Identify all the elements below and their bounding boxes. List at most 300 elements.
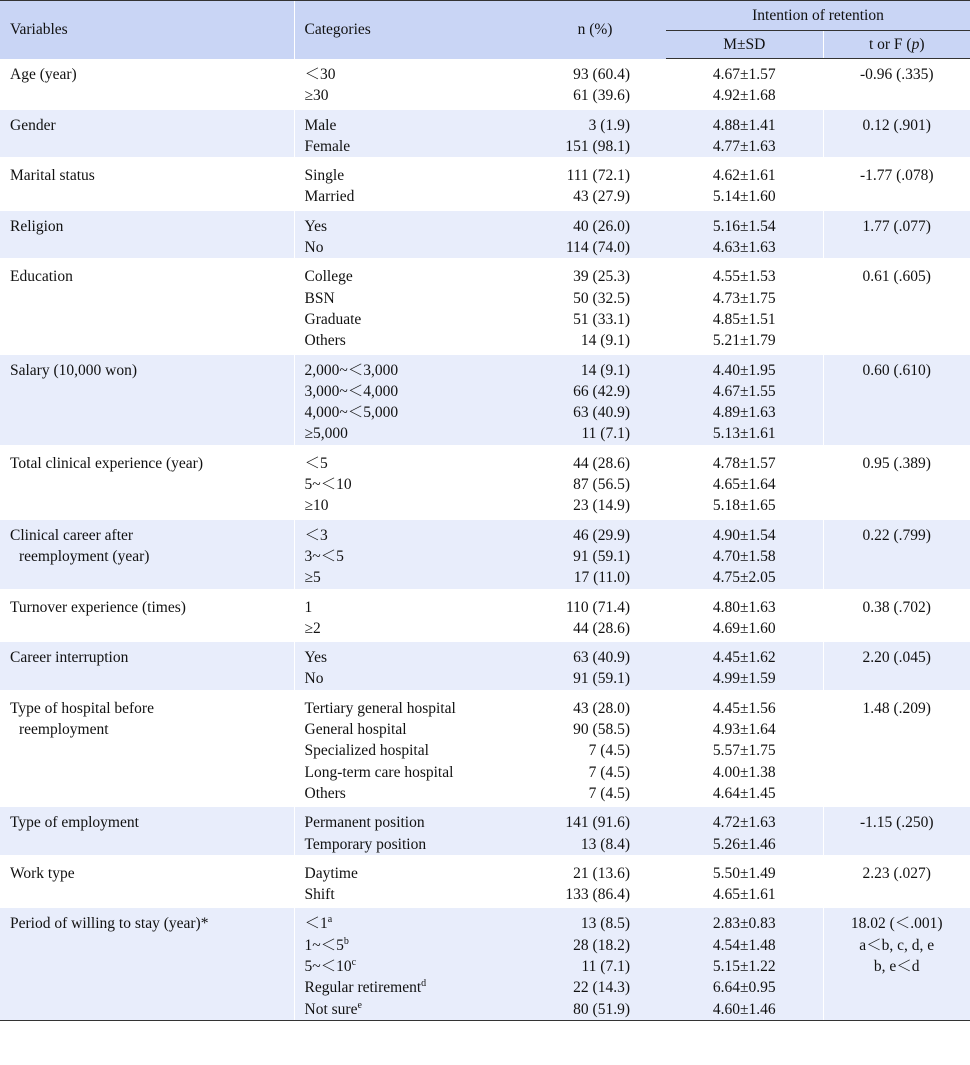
category-label-text: General hospital	[304, 721, 407, 739]
variable-label-text: Gender	[10, 116, 56, 134]
msd-value-text: 5.18±1.65	[712, 497, 776, 515]
msd-value-text: 5.21±1.79	[712, 332, 776, 350]
n-percent-value-text: 63 (40.9)	[573, 404, 630, 422]
n-percent-value	[534, 834, 630, 855]
stat-value-text: 2.20 (.045)	[862, 649, 931, 667]
msd-value-text: 4.90±1.54	[712, 526, 776, 544]
stat-cell	[823, 353, 970, 446]
category-label	[305, 812, 515, 833]
table-row	[0, 260, 970, 353]
category-label	[305, 288, 515, 309]
n-percent-cell	[524, 59, 666, 109]
n-percent-value	[534, 812, 630, 833]
variable-label-text: Religion	[10, 217, 64, 235]
msd-value-text: 4.80±1.63	[712, 598, 776, 616]
table-row	[0, 353, 970, 446]
n-percent-value	[534, 237, 630, 258]
categories-cell	[294, 806, 524, 857]
n-percent-value	[534, 884, 630, 905]
category-label-text: No	[304, 670, 324, 688]
stat-value	[834, 266, 961, 287]
msd-value-text: 4.92±1.68	[712, 87, 776, 105]
category-label	[305, 698, 515, 719]
n-percent-value	[534, 165, 630, 186]
n-percent-value-text: 51 (33.1)	[573, 310, 630, 328]
msd-value	[676, 64, 813, 85]
variable-label	[10, 453, 284, 474]
n-percent-value	[534, 618, 630, 639]
n-percent-value	[534, 956, 630, 977]
variable-label-text: Total clinical experience (year)	[10, 454, 203, 472]
msd-value	[676, 999, 813, 1020]
category-label	[305, 935, 515, 956]
n-percent-value-text: 43 (28.0)	[573, 699, 630, 717]
category-label	[305, 884, 515, 905]
msd-cell	[666, 260, 823, 353]
footnote-marker: e	[357, 999, 362, 1011]
n-percent-value	[534, 762, 630, 783]
category-label-text: Temporary position	[304, 835, 427, 853]
stat-value-text: b, e＜d	[873, 957, 920, 975]
category-label	[305, 402, 515, 423]
msd-value	[676, 863, 813, 884]
category-label-text: Permanent position	[304, 814, 425, 832]
stat-cell	[823, 590, 970, 641]
msd-value	[676, 546, 813, 567]
msd-value	[676, 956, 813, 977]
category-label	[305, 597, 515, 618]
category-label-text: Graduate	[304, 310, 362, 328]
n-percent-value-text: 46 (29.9)	[573, 526, 630, 544]
category-label-text: Not sure	[304, 1000, 358, 1018]
msd-value-text: 5.16±1.54	[712, 217, 776, 235]
category-label-text: 1~＜5	[304, 936, 344, 954]
variable-label	[10, 863, 284, 884]
msd-value-text: 4.67±1.57	[712, 66, 776, 83]
n-percent-value-text: 23 (14.9)	[573, 497, 630, 515]
n-percent-value-text: 7 (4.5)	[588, 742, 630, 760]
footnote-marker: c	[351, 956, 357, 968]
msd-cell	[666, 446, 823, 518]
table-row	[0, 518, 970, 590]
msd-value	[676, 237, 813, 258]
categories-cell	[294, 446, 524, 518]
msd-cell	[666, 691, 823, 805]
n-percent-value-text: 111 (72.1)	[566, 167, 630, 185]
category-label	[305, 165, 515, 186]
category-label-text: Daytime	[304, 864, 358, 882]
variable-cell	[0, 907, 294, 1020]
category-label	[305, 618, 515, 639]
category-label-text: Shift	[304, 886, 335, 904]
n-percent-value	[534, 474, 630, 495]
stat-value	[834, 647, 961, 668]
n-percent-value-text: 93 (60.4)	[573, 65, 630, 83]
n-percent-value-text: 90 (58.5)	[573, 721, 630, 739]
category-label-text: Single	[304, 167, 345, 185]
msd-value-text: 4.72±1.63	[712, 814, 776, 832]
n-percent-value-text: 11 (7.1)	[581, 957, 630, 975]
category-label-text: ＜5	[304, 454, 328, 472]
stat-cell	[823, 641, 970, 692]
msd-value-text: 4.67±1.55	[712, 382, 776, 400]
n-percent-value	[534, 525, 630, 546]
stat-value-text: -1.15 (.250)	[859, 814, 934, 832]
msd-value-text: 4.85±1.51	[712, 310, 776, 328]
category-label	[305, 309, 515, 330]
n-percent-value	[534, 330, 630, 351]
stat-cell	[823, 691, 970, 805]
category-label	[305, 266, 515, 287]
stat-cell	[823, 446, 970, 518]
msd-cell	[666, 159, 823, 210]
category-label-text: ＜30	[304, 65, 336, 83]
msd-value	[676, 330, 813, 351]
variable-cell	[0, 159, 294, 210]
msd-value	[676, 740, 813, 761]
variable-label	[10, 913, 284, 934]
msd-value	[676, 453, 813, 474]
category-label	[305, 360, 515, 381]
n-percent-value-text: 14 (9.1)	[580, 332, 630, 350]
n-percent-value-text: 141 (91.6)	[565, 814, 630, 832]
n-percent-value	[534, 85, 630, 106]
table-row	[0, 856, 970, 907]
msd-value-text: 4.64±1.45	[712, 784, 776, 802]
msd-cell	[666, 641, 823, 692]
categories-cell	[294, 209, 524, 260]
category-label	[305, 740, 515, 761]
variable-label	[10, 546, 284, 567]
msd-value-text: 2.83±0.83	[712, 915, 776, 933]
category-label	[305, 956, 515, 977]
n-percent-value	[534, 740, 630, 761]
categories-cell	[294, 641, 524, 692]
categories-cell	[294, 59, 524, 109]
categories-cell	[294, 907, 524, 1020]
category-label-text: Regular retirement	[304, 979, 422, 997]
n-percent-value-text: 110 (71.4)	[566, 598, 630, 616]
msd-cell	[666, 518, 823, 590]
category-label	[305, 423, 515, 444]
n-percent-value	[534, 64, 630, 85]
n-percent-cell	[524, 353, 666, 446]
stat-value	[834, 216, 961, 237]
footnote-marker: b	[343, 935, 349, 947]
n-percent-value	[534, 453, 630, 474]
msd-value	[676, 618, 813, 639]
msd-value	[676, 567, 813, 588]
category-label-text: ≥10	[304, 497, 329, 515]
msd-cell	[666, 59, 823, 109]
n-percent-value-text: 63 (40.9)	[573, 649, 630, 667]
table-row	[0, 159, 970, 210]
categories-cell	[294, 590, 524, 641]
category-label-text: ＜3	[304, 526, 328, 544]
n-percent-value	[534, 288, 630, 309]
msd-value	[676, 85, 813, 106]
category-label-text: ≥5	[304, 569, 321, 587]
category-label-text: Specialized hospital	[304, 742, 429, 760]
n-percent-value-text: 151 (98.1)	[565, 137, 630, 155]
stat-cell	[823, 209, 970, 260]
table-row	[0, 59, 970, 109]
stat-value	[834, 812, 961, 833]
n-percent-value-text: 61 (39.6)	[573, 86, 630, 104]
category-label	[305, 495, 515, 516]
n-percent-cell	[524, 856, 666, 907]
msd-cell	[666, 209, 823, 260]
msd-cell	[666, 353, 823, 446]
msd-value	[676, 186, 813, 207]
msd-value-text: 4.73±1.75	[712, 289, 776, 307]
variable-label-text: Period of willing to stay (year)*	[10, 915, 209, 933]
n-percent-value-text: 39 (25.3)	[573, 268, 630, 286]
msd-cell	[666, 806, 823, 857]
n-percent-value	[534, 698, 630, 719]
msd-value-text: 4.45±1.56	[712, 699, 776, 717]
category-label	[305, 186, 515, 207]
variable-label	[10, 64, 284, 85]
category-label-text: BSN	[304, 289, 335, 307]
n-percent-cell	[524, 518, 666, 590]
n-percent-value-text: 40 (26.0)	[573, 217, 630, 235]
stat-value-text: 2.23 (.027)	[862, 864, 931, 882]
variable-cell	[0, 260, 294, 353]
variable-label-text: Type of employment	[10, 814, 139, 832]
msd-value-text: 4.63±1.63	[712, 239, 776, 257]
variable-label	[10, 115, 284, 136]
msd-value	[676, 216, 813, 237]
stat-cell	[823, 856, 970, 907]
n-percent-value-text: 7 (4.5)	[588, 763, 630, 781]
n-percent-value	[534, 999, 630, 1020]
msd-value-text: 4.65±1.64	[712, 476, 776, 494]
variable-label	[10, 597, 284, 618]
msd-value	[676, 495, 813, 516]
msd-value-text: 4.89±1.63	[712, 404, 776, 422]
n-percent-value-text: 91 (59.1)	[573, 670, 630, 688]
msd-value	[676, 935, 813, 956]
n-percent-cell	[524, 590, 666, 641]
msd-value-text: 4.45±1.62	[712, 649, 776, 667]
n-percent-cell	[524, 641, 666, 692]
category-label	[305, 85, 515, 106]
variable-cell	[0, 856, 294, 907]
table-row	[0, 806, 970, 857]
category-label-text: 3,000~＜4,000	[304, 382, 399, 400]
stat-cell	[823, 907, 970, 1020]
table-row	[0, 446, 970, 518]
category-label	[305, 381, 515, 402]
n-percent-value	[534, 719, 630, 740]
msd-value	[676, 597, 813, 618]
msd-value-text: 4.00±1.38	[712, 763, 776, 781]
category-label	[305, 834, 515, 855]
n-percent-value-text: 21 (13.6)	[573, 864, 630, 882]
header-intention-of-retention: Intention of retention	[666, 1, 970, 31]
header-n-percent: n (%)	[524, 1, 666, 59]
msd-value-text: 4.93±1.64	[712, 721, 776, 739]
n-percent-cell	[524, 806, 666, 857]
n-percent-value	[534, 186, 630, 207]
category-label-text: Yes	[304, 217, 328, 235]
n-percent-value	[534, 402, 630, 423]
n-percent-value-text: 80 (51.9)	[573, 1000, 630, 1018]
msd-value-text: 5.57±1.75	[712, 742, 776, 760]
msd-value	[676, 474, 813, 495]
stat-value-text: a＜b, c, d, e	[859, 936, 935, 954]
n-percent-value-text: 50 (32.5)	[573, 289, 630, 307]
stat-value	[834, 525, 961, 546]
variable-label	[10, 525, 284, 546]
n-percent-value-text: 87 (56.5)	[573, 476, 630, 494]
msd-value-text: 4.65±1.61	[712, 886, 776, 904]
msd-value	[676, 136, 813, 157]
n-percent-value	[534, 423, 630, 444]
n-percent-value-text: 17 (11.0)	[573, 569, 630, 587]
variable-label-text: Marital status	[10, 167, 95, 185]
n-percent-value	[534, 136, 630, 157]
category-label	[305, 453, 515, 474]
category-label	[305, 115, 515, 136]
n-percent-value	[534, 977, 630, 998]
n-percent-value	[534, 546, 630, 567]
n-percent-cell	[524, 159, 666, 210]
n-percent-value	[534, 783, 630, 804]
stat-value	[834, 115, 961, 136]
variable-cell	[0, 209, 294, 260]
n-percent-value-text: 91 (59.1)	[573, 547, 630, 565]
msd-value	[676, 884, 813, 905]
category-label-text: 1	[304, 598, 313, 616]
table-row	[0, 691, 970, 805]
n-percent-value	[534, 913, 630, 934]
n-percent-value-text: 66 (42.9)	[573, 382, 630, 400]
category-label	[305, 330, 515, 351]
msd-value	[676, 423, 813, 444]
stat-value-text: -1.77 (.078)	[859, 167, 934, 185]
msd-cell	[666, 108, 823, 159]
n-percent-value	[534, 597, 630, 618]
header-categories: Categories	[294, 1, 524, 59]
category-label-text: Yes	[304, 649, 328, 667]
msd-value-text: 4.75±2.05	[712, 569, 776, 587]
stat-value-text: 0.12 (.901)	[862, 116, 931, 134]
n-percent-value-text: 11 (7.1)	[581, 425, 630, 443]
stat-cell	[823, 260, 970, 353]
n-percent-value	[534, 935, 630, 956]
n-percent-cell	[524, 691, 666, 805]
stat-value	[834, 165, 961, 186]
n-percent-value-text: 43 (27.9)	[573, 188, 630, 206]
category-label-text: ≥5,000	[304, 425, 348, 443]
msd-cell	[666, 907, 823, 1020]
category-label	[305, 783, 515, 804]
msd-value	[676, 762, 813, 783]
msd-value	[676, 309, 813, 330]
category-label	[305, 567, 515, 588]
variable-label	[10, 698, 284, 719]
n-percent-value	[534, 668, 630, 689]
category-label-text: Married	[304, 188, 355, 206]
n-percent-value	[534, 381, 630, 402]
n-percent-value	[534, 567, 630, 588]
category-label	[305, 64, 515, 85]
category-label	[305, 546, 515, 567]
variable-label	[10, 812, 284, 833]
msd-value	[676, 402, 813, 423]
variable-label-text: Career interruption	[10, 649, 129, 667]
msd-value-text: 4.69±1.60	[712, 619, 776, 637]
table-body	[0, 59, 970, 1021]
category-label-text: 5~＜10	[304, 476, 352, 494]
n-percent-value-text: 28 (18.2)	[573, 936, 630, 954]
variable-label-text: Work type	[10, 864, 75, 882]
msd-value	[676, 668, 813, 689]
category-label	[305, 762, 515, 783]
n-percent-value-text: 13 (8.5)	[580, 915, 630, 933]
stat-cell	[823, 518, 970, 590]
category-label-text: Others	[304, 784, 346, 802]
msd-value-text: 4.40±1.95	[712, 361, 776, 379]
variable-label-text: Salary (10,000 won)	[10, 361, 137, 379]
msd-value	[676, 647, 813, 668]
variable-cell	[0, 641, 294, 692]
stat-value-text: 0.22 (.799)	[862, 526, 931, 544]
msd-value	[676, 913, 813, 934]
category-label	[305, 999, 515, 1020]
msd-cell	[666, 590, 823, 641]
msd-value	[676, 266, 813, 287]
msd-value	[676, 977, 813, 998]
table-row	[0, 641, 970, 692]
category-label-text: ＜1	[304, 915, 328, 933]
variable-cell	[0, 691, 294, 805]
category-label-text: 3~＜5	[304, 547, 344, 565]
categories-cell	[294, 159, 524, 210]
n-percent-value-text: 44 (28.6)	[573, 619, 630, 637]
category-label-text: Tertiary general hospital	[304, 699, 456, 717]
variable-cell	[0, 59, 294, 109]
stat-value	[834, 913, 961, 934]
category-label	[305, 668, 515, 689]
msd-value-text: 4.54±1.48	[712, 936, 776, 954]
n-percent-cell	[524, 446, 666, 518]
category-label	[305, 216, 515, 237]
variable-cell	[0, 108, 294, 159]
variable-cell	[0, 446, 294, 518]
msd-value	[676, 115, 813, 136]
stat-cell	[823, 806, 970, 857]
table-row	[0, 209, 970, 260]
category-label	[305, 719, 515, 740]
msd-value	[676, 719, 813, 740]
category-label-text: 5~＜10	[304, 957, 352, 975]
stat-value-text: 1.77 (.077)	[862, 217, 931, 235]
category-label-text: Male	[304, 116, 337, 134]
msd-value-text: 4.70±1.58	[712, 547, 776, 565]
msd-value-text: 4.78±1.57	[712, 454, 776, 472]
msd-value	[676, 165, 813, 186]
header-t-or-f: t or F (p)	[823, 31, 970, 59]
variable-label-text: Clinical career after	[10, 526, 134, 544]
n-percent-value-text: 44 (28.6)	[573, 454, 630, 472]
variable-label-text: Turnover experience (times)	[10, 598, 186, 616]
n-percent-value	[534, 647, 630, 668]
category-label-text: No	[304, 239, 324, 257]
stat-value-text: 1.48 (.209)	[862, 699, 931, 717]
